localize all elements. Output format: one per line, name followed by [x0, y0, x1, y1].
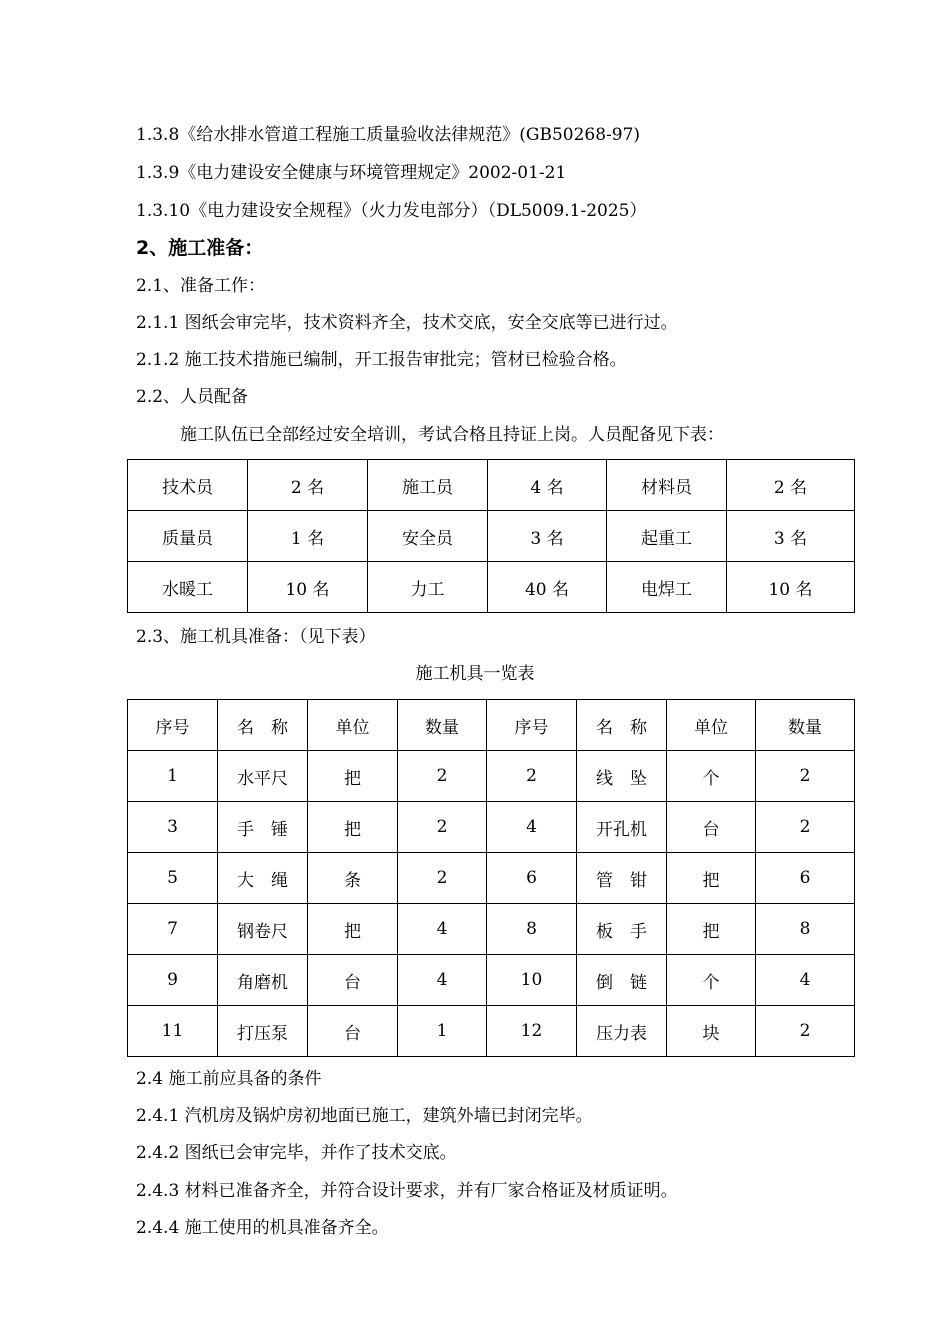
tool-table-cell: 7: [128, 904, 218, 955]
staff-table-cell: 起重工: [607, 511, 727, 562]
tool-table: [127, 699, 855, 1057]
tool-table-cell: 2: [756, 751, 855, 802]
tool-table-row: [128, 853, 855, 904]
reference-1-3-8: 1.3.8《给水排水管道工程施工质量验收法律规范》(GB50268-97): [136, 125, 641, 145]
tool-table-cell: 台: [667, 802, 756, 853]
tool-table-cell: 2: [398, 802, 487, 853]
tool-table-cell: 打压泵: [218, 1006, 308, 1057]
tool-table-cell: 个: [667, 751, 756, 802]
staff-table-cell: 10 名: [727, 562, 855, 613]
paragraph-2-2: 施工队伍已全部经过安全培训，考试合格且持证上岗。人员配备见下表：: [180, 425, 724, 445]
tool-table-cell: 2: [398, 853, 487, 904]
tool-table-row: [128, 802, 855, 853]
tool-table-cell: 12: [487, 1006, 577, 1057]
tool-table-row: [128, 955, 855, 1006]
staff-table-cell: 2 名: [727, 460, 855, 511]
section-2-3-title: 2.3、施工机具准备：（见下表）: [136, 627, 376, 647]
tool-table-cell: 2: [756, 1006, 855, 1057]
tool-table-header-cell: 数量: [398, 700, 487, 751]
tool-table-header-cell: 名 称: [218, 700, 308, 751]
staff-table-cell: 2 名: [248, 460, 368, 511]
tool-table-header-cell: 序号: [487, 700, 577, 751]
staff-table-cell: 10 名: [248, 562, 368, 613]
tool-table-cell: 把: [308, 802, 398, 853]
tool-table-cell: 4: [398, 955, 487, 1006]
tool-table-cell: 8: [756, 904, 855, 955]
staff-table-cell: 1 名: [248, 511, 368, 562]
tool-table-cell: 角磨机: [218, 955, 308, 1006]
tool-table-cell: 水平尺: [218, 751, 308, 802]
tool-table-cell: 压力表: [577, 1006, 667, 1057]
tool-table-cell: 把: [667, 853, 756, 904]
tool-table-cell: 4: [756, 955, 855, 1006]
tool-table-cell: 9: [128, 955, 218, 1006]
tool-table-cell: 把: [308, 904, 398, 955]
staff-table-row: [128, 562, 855, 613]
paragraph-2-4-3: 2.4.3 材料已准备齐全，并符合设计要求，并有厂家合格证及材质证明。: [136, 1181, 678, 1201]
staff-table-cell: 施工员: [368, 460, 488, 511]
tool-table-cell: 8: [487, 904, 577, 955]
paragraph-2-1-2: 2.1.2 施工技术措施已编制，开工报告审批完；管材已检验合格。: [136, 350, 627, 370]
tool-table-header-cell: 序号: [128, 700, 218, 751]
tool-table-cell: 把: [308, 751, 398, 802]
tool-table-cell: 4: [487, 802, 577, 853]
tool-table-cell: 1: [128, 751, 218, 802]
paragraph-2-4-1: 2.4.1 汽机房及锅炉房初地面已施工，建筑外墙已封闭完毕。: [136, 1106, 593, 1126]
staff-table-cell: 水暖工: [128, 562, 248, 613]
tool-table-cell: 2: [398, 751, 487, 802]
tool-table-cell: 倒 链: [577, 955, 667, 1006]
tool-table-row: [128, 904, 855, 955]
tool-table-row: [128, 751, 855, 802]
tool-table-cell: 台: [308, 955, 398, 1006]
tool-table-cell: 个: [667, 955, 756, 1006]
section-2-4-title: 2.4 施工前应具备的条件: [136, 1069, 322, 1089]
tool-table-row: [128, 1006, 855, 1057]
tool-table-cell: 线 坠: [577, 751, 667, 802]
staff-table-cell: 质量员: [128, 511, 248, 562]
tool-table-cell: 2: [487, 751, 577, 802]
tool-table-cell: 5: [128, 853, 218, 904]
tool-table-cell: 钢卷尺: [218, 904, 308, 955]
tool-table-header-cell: 名 称: [577, 700, 667, 751]
staff-table: [127, 459, 855, 613]
tool-table-caption: 施工机具一览表: [415, 664, 535, 684]
tool-table-cell: 11: [128, 1006, 218, 1057]
section-2-1-title: 2.1、准备工作：: [136, 276, 266, 296]
tool-table-cell: 2: [756, 802, 855, 853]
staff-table-cell: 力工: [368, 562, 488, 613]
tool-table-cell: 10: [487, 955, 577, 1006]
staff-table-cell: 材料员: [607, 460, 727, 511]
staff-table-cell: 40 名: [488, 562, 607, 613]
staff-table-cell: 3 名: [727, 511, 855, 562]
tool-table-header-row: [128, 700, 855, 751]
reference-1-3-10: 1.3.10《电力建设安全规程》（火力发电部分）（DL5009.1-2025）: [136, 201, 647, 221]
staff-table-cell: 电焊工: [607, 562, 727, 613]
tool-table-cell: 台: [308, 1006, 398, 1057]
staff-table-cell: 安全员: [368, 511, 488, 562]
section-2-2-title: 2.2、人员配备: [136, 387, 249, 407]
tool-table-cell: 板 手: [577, 904, 667, 955]
tool-table-cell: 把: [667, 904, 756, 955]
staff-table-row: [128, 511, 855, 562]
tool-table-cell: 条: [308, 853, 398, 904]
staff-table-cell: 3 名: [488, 511, 607, 562]
staff-table-cell: 4 名: [488, 460, 607, 511]
tool-table-header-cell: 单位: [308, 700, 398, 751]
tool-table-cell: 6: [756, 853, 855, 904]
tool-table-cell: 手 锤: [218, 802, 308, 853]
tool-table-cell: 4: [398, 904, 487, 955]
tool-table-cell: 管 钳: [577, 853, 667, 904]
paragraph-2-4-4: 2.4.4 施工使用的机具准备齐全。: [136, 1218, 389, 1238]
tool-table-cell: 开孔机: [577, 802, 667, 853]
tool-table-cell: 1: [398, 1006, 487, 1057]
paragraph-2-1-1: 2.1.1 图纸会审完毕，技术资料齐全，技术交底，安全交底等已进行过。: [136, 313, 678, 333]
tool-table-cell: 6: [487, 853, 577, 904]
tool-table-header-cell: 单位: [667, 700, 756, 751]
reference-1-3-9: 1.3.9《电力建设安全健康与环境管理规定》2002-01-21: [136, 163, 567, 183]
section-2-heading: 2、施工准备：: [136, 237, 264, 259]
paragraph-2-4-2: 2.4.2 图纸已会审完毕，并作了技术交底。: [136, 1143, 457, 1163]
tool-table-cell: 块: [667, 1006, 756, 1057]
staff-table-cell: 技术员: [128, 460, 248, 511]
tool-table-cell: 大 绳: [218, 853, 308, 904]
staff-table-row: [128, 460, 855, 511]
tool-table-cell: 3: [128, 802, 218, 853]
tool-table-header-cell: 数量: [756, 700, 855, 751]
